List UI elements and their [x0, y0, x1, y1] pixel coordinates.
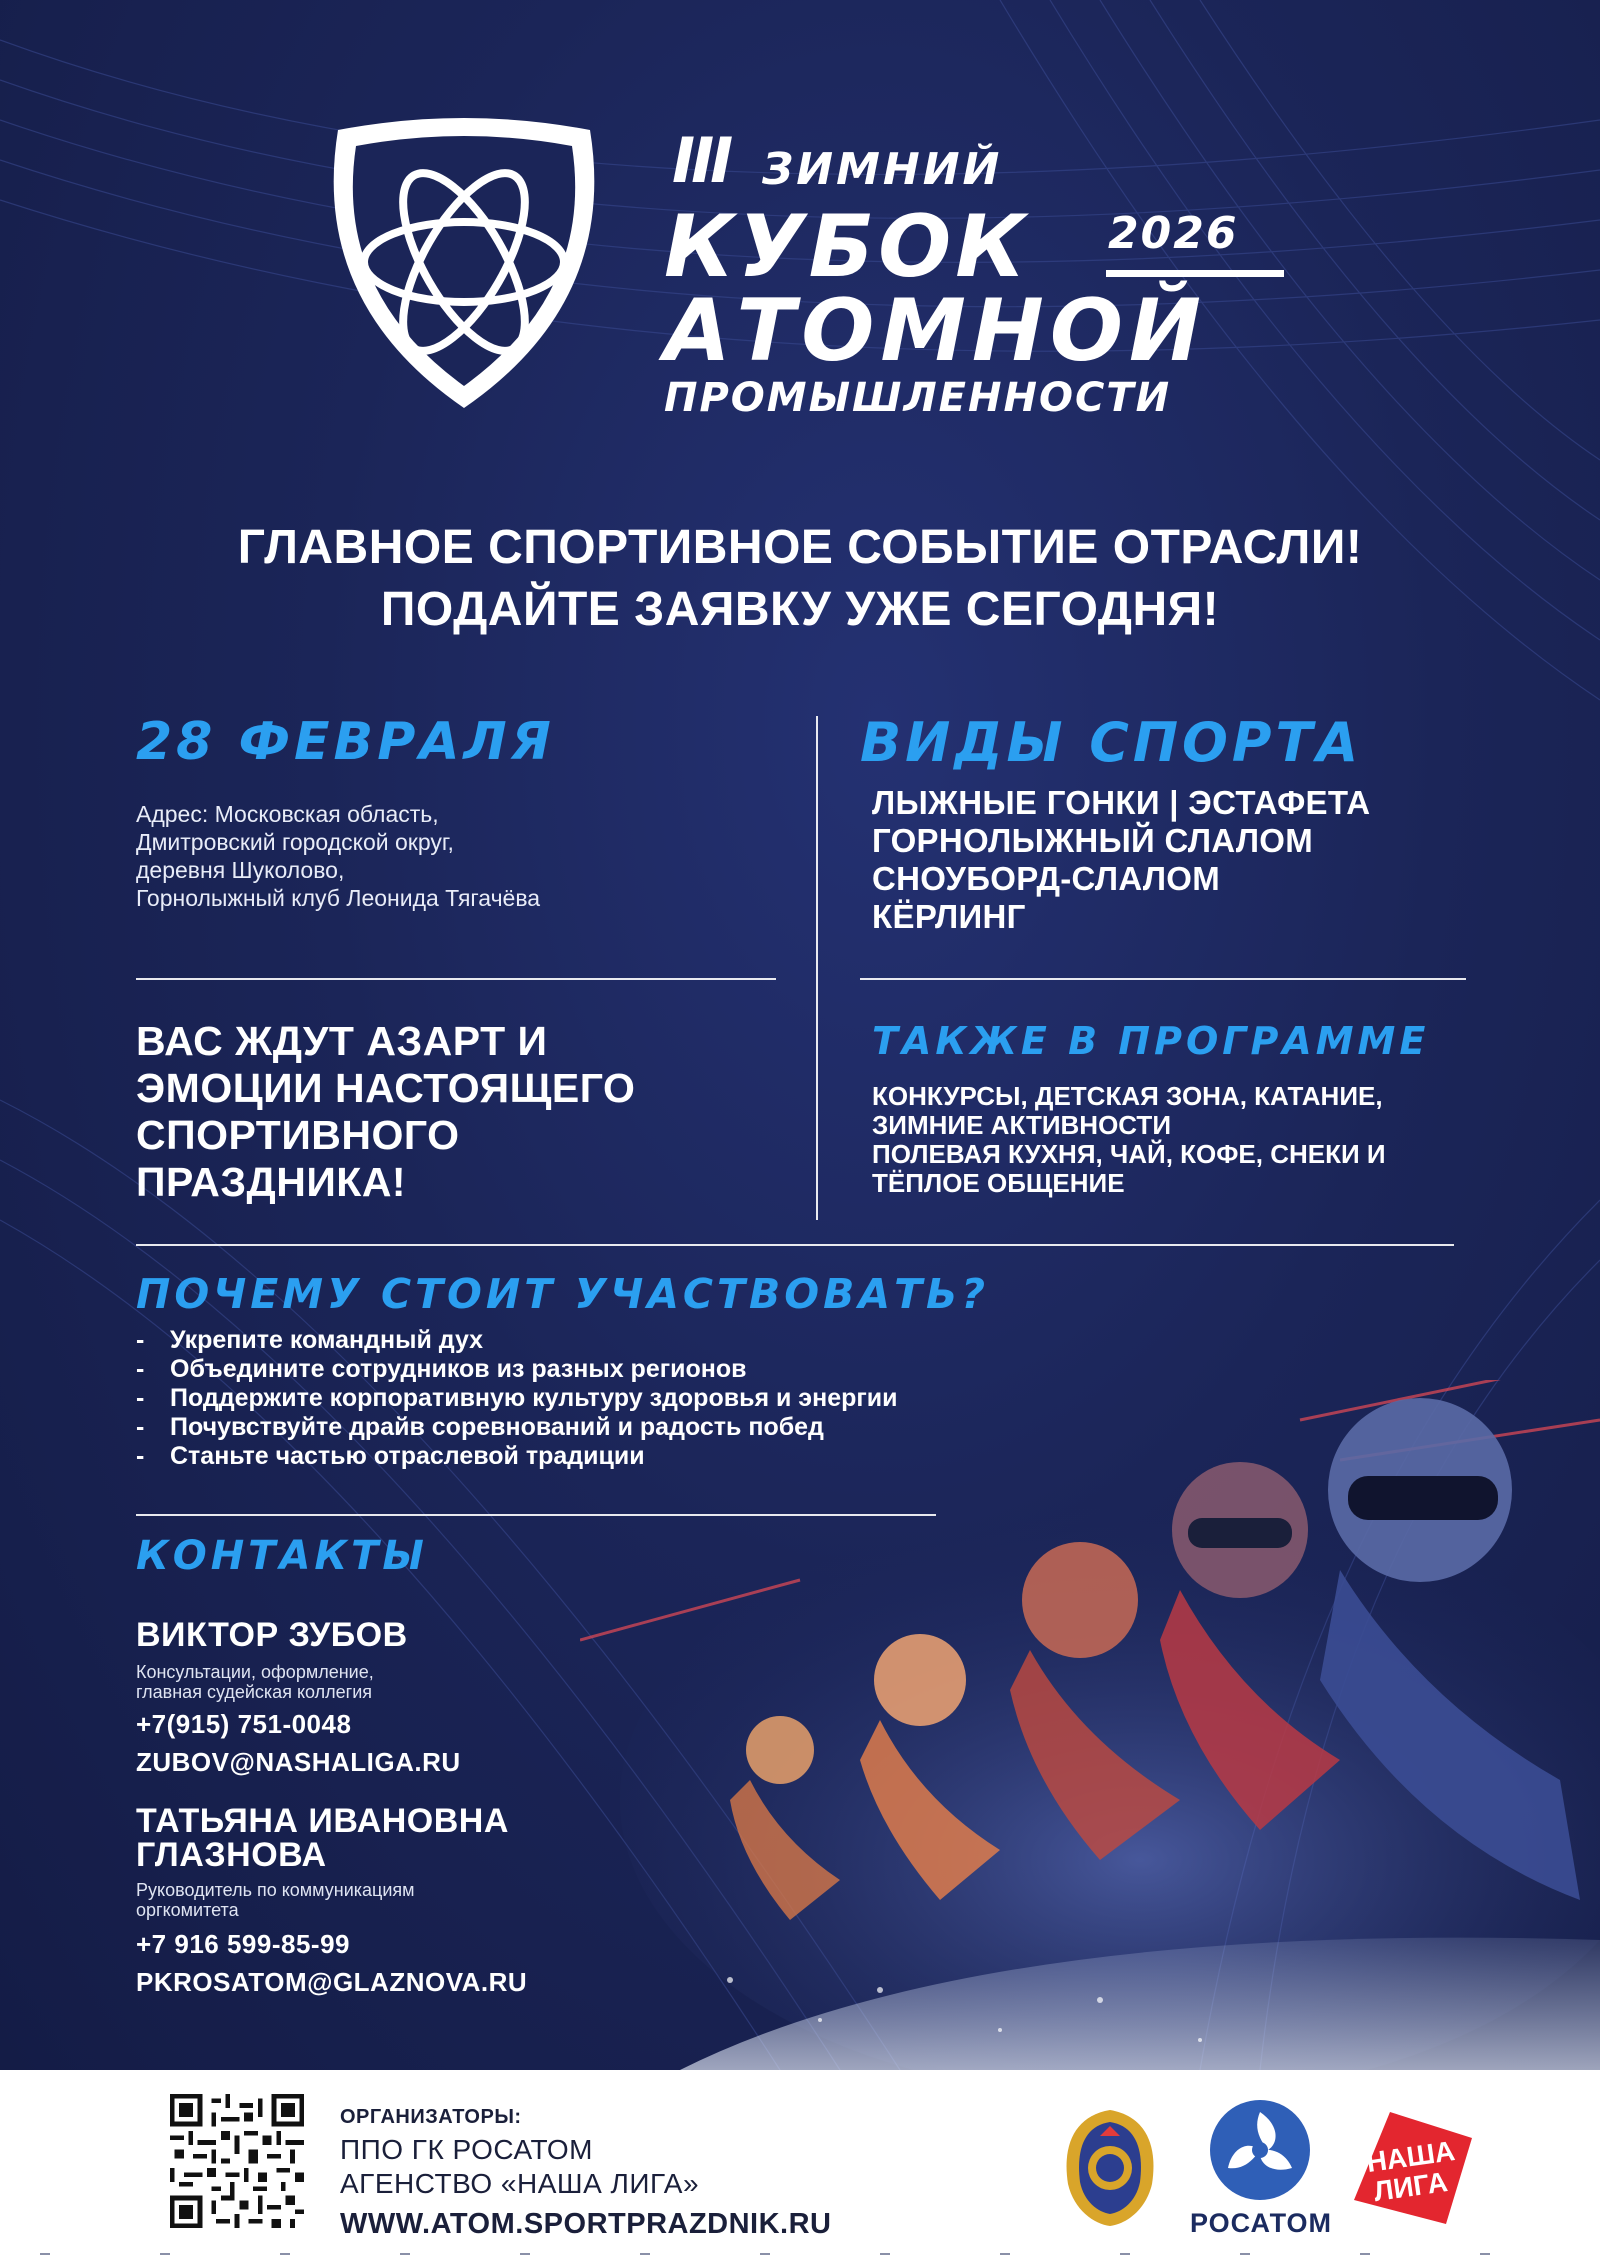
title-year-underline	[1106, 270, 1284, 277]
footer-dotted-border	[0, 2246, 1600, 2262]
slogan-line: ЭМОЦИИ НАСТОЯЩЕГО	[136, 1065, 636, 1111]
rosatom-label: РОСАТОМ	[1190, 2208, 1332, 2238]
nasha-liga-word-1: НАША	[1364, 2135, 1457, 2179]
headline-line-1: ГЛАВНОЕ СПОРТИВНОЕ СОБЫТИЕ ОТРАСЛИ!	[237, 521, 1363, 574]
headline-line-2: ПОДАЙТЕ ЗАЯВКУ УЖЕ СЕГОДНЯ!	[380, 583, 1220, 636]
divider-right	[860, 978, 1466, 980]
divider-full	[136, 1244, 1454, 1246]
contact-2-email[interactable]: PKROSATOM@GLAZNOVA.RU	[136, 1967, 528, 1997]
address-line: Горнолыжный клуб Леонида Тягачёва	[136, 885, 541, 911]
contact-role-line: главная судейская коллегия	[136, 1682, 373, 1702]
contact-2-phone[interactable]: +7 916 599-85-99	[136, 1929, 351, 1959]
why-item: Станьте частью отраслевой традиции	[170, 1442, 645, 1470]
title-kubok: КУБОК	[664, 197, 1030, 297]
trade-union-emblem-icon	[1054, 2106, 1166, 2230]
divider-left	[136, 978, 776, 980]
list-item	[136, 1326, 898, 1355]
sport-item: ЛЫЖНЫЕ ГОНКИ | ЭСТАФЕТА	[872, 784, 1371, 821]
address-line: Дмитровский городской округ,	[136, 829, 454, 855]
why-item: Объедините сотрудников из разных регионов	[170, 1355, 747, 1383]
bullet-dash: -	[136, 1384, 145, 1412]
contact-1-phone[interactable]: +7(915) 751-0048	[136, 1709, 352, 1739]
bullet-dash: -	[136, 1442, 145, 1470]
slogan-line: СПОРТИВНОГО	[136, 1112, 460, 1158]
contact-2-role	[136, 1880, 415, 1920]
sport-item: СНОУБОРД-СЛАЛОМ	[872, 860, 1221, 897]
skiers-illustration	[580, 1380, 1600, 2070]
why-item: Поддержите корпоративную культуру здоровья и энергии	[170, 1384, 898, 1412]
contact-1-name: ВИКТОР ЗУБОВ	[136, 1616, 408, 1654]
sports-title: ВИДЫ СПОРТА	[860, 711, 1363, 774]
contact-2-name	[136, 1804, 509, 1872]
address-line: деревня Шуколово,	[136, 857, 345, 883]
title-year: 2026	[1108, 208, 1239, 259]
organizers-label: ОРГАНИЗАТОРЫ:	[340, 2106, 522, 2128]
event-title	[660, 124, 1300, 421]
program-line: КОНКУРСЫ, ДЕТСКАЯ ЗОНА, КАТАНИЕ,	[872, 1081, 1383, 1111]
title-atomnoy: АТОМНОЙ	[664, 281, 1207, 381]
vertical-divider	[816, 716, 818, 1220]
bullet-dash: -	[136, 1326, 145, 1354]
slogan	[136, 1018, 635, 1206]
rosatom-logo-icon	[1208, 2098, 1312, 2202]
nasha-liga-logo-icon	[1350, 2108, 1476, 2228]
program-line: ТЁПЛОЕ ОБЩЕНИЕ	[872, 1168, 1125, 1198]
qr-code[interactable]	[170, 2094, 304, 2228]
bullet-dash: -	[136, 1355, 145, 1383]
contact-name-line: ТАТЬЯНА ИВАНОВНА	[136, 1802, 509, 1840]
slogan-line: ПРАЗДНИКА!	[136, 1159, 407, 1205]
title-roman-numeral: III	[672, 124, 730, 197]
program-title: ТАКЖЕ В ПРОГРАММЕ	[872, 1019, 1430, 1063]
sports-list	[872, 784, 1370, 936]
bullet-dash: -	[136, 1413, 145, 1441]
atom-shield-logo	[318, 112, 610, 416]
date-title: 28 ФЕВРАЛЯ	[136, 712, 555, 772]
slogan-line: ВАС ЖДУТ АЗАРТ И	[136, 1018, 548, 1064]
contact-1-role	[136, 1662, 374, 1702]
contact-role-line: Консультации, оформление,	[136, 1662, 374, 1682]
sport-item: КЁРЛИНГ	[872, 898, 1026, 935]
website-link[interactable]: WWW.ATOM.SPORTPRAZDNIK.RU	[340, 2208, 832, 2240]
contact-role-line: Руководитель по коммуникациям	[136, 1880, 415, 1900]
why-title: ПОЧЕМУ СТОИТ УЧАСТВОВАТЬ?	[136, 1270, 990, 1318]
address-line: Адрес: Московская область,	[136, 801, 439, 827]
contacts-title: КОНТАКТЫ	[136, 1533, 428, 1579]
nasha-liga-word-2: ЛИГА	[1371, 2166, 1450, 2208]
program-line: ЗИМНИЕ АКТИВНОСТИ	[872, 1110, 1171, 1140]
organizer-2: АГЕНСТВО «НАША ЛИГА»	[340, 2168, 700, 2199]
address	[136, 800, 540, 912]
why-item: Почувствуйте драйв соревнований и радость побед	[170, 1413, 824, 1441]
sport-item: ГОРНОЛЫЖНЫЙ СЛАЛОМ	[872, 822, 1314, 859]
title-promyshlennosti: ПРОМЫШЛЕННОСТИ	[664, 375, 1172, 421]
title-zimniy: ЗИМНИЙ	[762, 144, 1003, 195]
organizer-1: ППО ГК РОСАТОМ	[340, 2134, 593, 2165]
contact-role-line: оргкомитета	[136, 1900, 239, 1920]
footer	[0, 2070, 1600, 2262]
why-item: Укрепите командный дух	[170, 1326, 484, 1354]
program-line: ПОЛЕВАЯ КУХНЯ, ЧАЙ, КОФЕ, СНЕКИ И	[872, 1139, 1386, 1169]
contact-name-line: ГЛАЗНОВА	[136, 1836, 327, 1874]
contact-1-email[interactable]: ZUBOV@NASHALIGA.RU	[136, 1747, 461, 1777]
program-list	[872, 1082, 1386, 1198]
